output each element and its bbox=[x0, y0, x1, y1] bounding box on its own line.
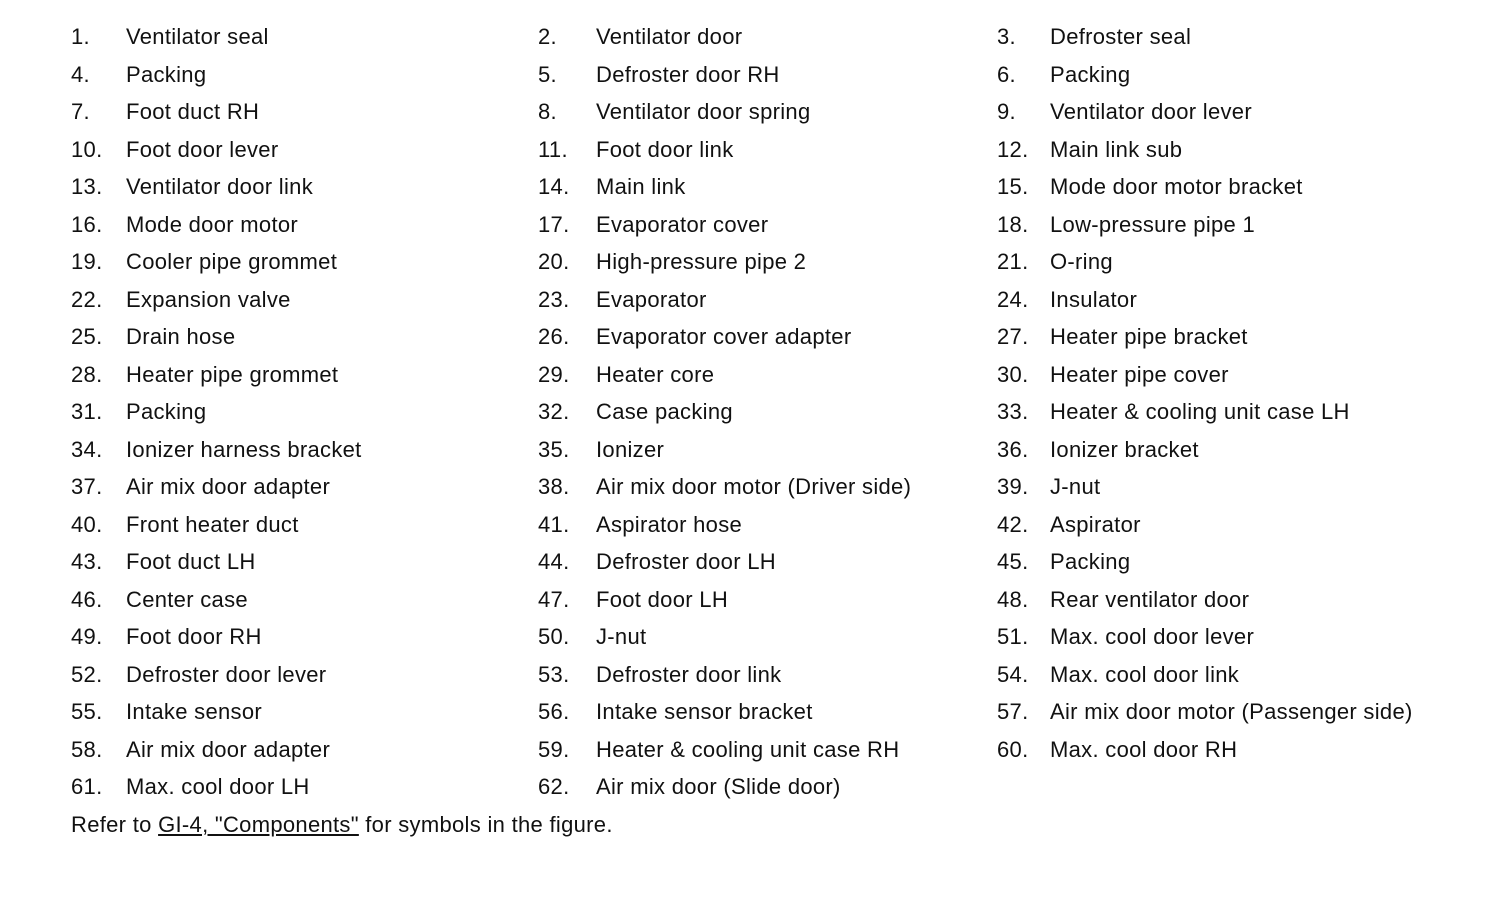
parts-row bbox=[0, 693, 1504, 731]
part-number: 21. bbox=[997, 249, 1029, 274]
parts-row bbox=[0, 506, 1504, 544]
part-name: Max. cool door link bbox=[1050, 661, 1240, 687]
part-number: 14. bbox=[538, 174, 570, 199]
part-name: Packing bbox=[126, 399, 207, 424]
parts-row bbox=[0, 431, 1504, 469]
parts-row bbox=[0, 393, 1504, 431]
part-number: 19. bbox=[71, 249, 103, 274]
part-number: 2. bbox=[538, 24, 557, 49]
parts-list bbox=[0, 18, 1504, 806]
part-name: Expansion valve bbox=[126, 286, 291, 312]
part-number: 23. bbox=[538, 286, 570, 312]
part-name: Rear ventilator door bbox=[1050, 586, 1250, 612]
part-name: Heater pipe cover bbox=[1050, 361, 1229, 387]
part-number: 37. bbox=[71, 474, 103, 499]
part-number: 46. bbox=[71, 586, 103, 612]
part-name: Ventilator door spring bbox=[596, 99, 811, 124]
part-number: 1. bbox=[71, 24, 90, 49]
part-number: 36. bbox=[997, 436, 1029, 462]
part-number: 48. bbox=[997, 586, 1029, 612]
part-number: 6. bbox=[997, 61, 1016, 87]
part-number: 29. bbox=[538, 361, 570, 387]
part-number: 18. bbox=[997, 211, 1029, 237]
part-name: J-nut bbox=[596, 624, 647, 649]
part-number: 10. bbox=[71, 136, 103, 162]
part-number: 42. bbox=[997, 511, 1029, 537]
part-name: Ventilator seal bbox=[126, 24, 269, 49]
part-name: Heater pipe grommet bbox=[126, 361, 339, 387]
part-number: 5. bbox=[538, 61, 557, 87]
components-link[interactable]: GI-4, "Components" bbox=[158, 812, 359, 837]
part-name: Air mix door adapter bbox=[126, 474, 331, 499]
part-name: Intake sensor bracket bbox=[596, 699, 813, 724]
part-number: 39. bbox=[997, 474, 1029, 499]
part-name: Heater pipe bracket bbox=[1050, 324, 1248, 349]
part-number: 35. bbox=[538, 436, 570, 462]
part-number: 4. bbox=[71, 61, 90, 87]
part-number: 45. bbox=[997, 549, 1029, 574]
part-number: 58. bbox=[71, 736, 103, 762]
part-name: Foot duct RH bbox=[126, 99, 260, 124]
part-number: 26. bbox=[538, 324, 570, 349]
part-number: 59. bbox=[538, 736, 570, 762]
part-number: 54. bbox=[997, 661, 1029, 687]
part-name: Mode door motor bbox=[126, 211, 299, 237]
part-name: Packing bbox=[1050, 61, 1131, 87]
part-name: Ventilator door bbox=[596, 24, 743, 49]
part-number: 60. bbox=[997, 736, 1029, 762]
part-number: 28. bbox=[71, 361, 103, 387]
part-name: Mode door motor bracket bbox=[1050, 174, 1303, 199]
part-number: 25. bbox=[71, 324, 103, 349]
part-name: Heater & cooling unit case LH bbox=[1050, 399, 1350, 424]
refer-note bbox=[71, 806, 613, 844]
part-number: 17. bbox=[538, 211, 570, 237]
parts-row bbox=[0, 131, 1504, 169]
part-name: Max. cool door lever bbox=[1050, 624, 1255, 649]
part-name: Evaporator cover bbox=[596, 211, 769, 237]
part-name: Max. cool door LH bbox=[126, 774, 310, 799]
part-name: Drain hose bbox=[126, 324, 236, 349]
part-name: Ventilator door link bbox=[126, 174, 313, 199]
part-number: 57. bbox=[997, 699, 1029, 724]
part-number: 12. bbox=[997, 136, 1029, 162]
part-name: Evaporator cover adapter bbox=[596, 324, 852, 349]
part-name: Air mix door adapter bbox=[126, 736, 331, 762]
part-name: Defroster door lever bbox=[126, 661, 327, 687]
parts-row bbox=[0, 768, 1504, 806]
refer-note-prefix: Refer to bbox=[71, 812, 159, 837]
refer-note-suffix: for symbols in the figure. bbox=[358, 812, 613, 837]
part-number: 41. bbox=[538, 511, 570, 537]
part-name: Foot duct LH bbox=[126, 549, 256, 574]
parts-row bbox=[0, 581, 1504, 619]
part-number: 27. bbox=[997, 324, 1029, 349]
part-number: 43. bbox=[71, 549, 103, 574]
part-name: Air mix door motor (Driver side) bbox=[596, 474, 912, 499]
part-name: Main link bbox=[596, 174, 686, 199]
part-name: Center case bbox=[126, 586, 248, 612]
part-number: 30. bbox=[997, 361, 1029, 387]
part-name: Ventilator door lever bbox=[1050, 99, 1252, 124]
part-number: 24. bbox=[997, 286, 1029, 312]
parts-row bbox=[0, 206, 1504, 244]
parts-row bbox=[0, 56, 1504, 94]
part-number: 33. bbox=[997, 399, 1029, 424]
part-name: Evaporator bbox=[596, 286, 707, 312]
part-number: 3. bbox=[997, 24, 1016, 49]
part-number: 55. bbox=[71, 699, 103, 724]
part-number: 22. bbox=[71, 286, 103, 312]
part-name: Foot door LH bbox=[596, 586, 729, 612]
part-name: Air mix door motor (Passenger side) bbox=[1050, 699, 1413, 724]
part-name: Max. cool door RH bbox=[1050, 736, 1238, 762]
part-name: Packing bbox=[1050, 549, 1131, 574]
part-number: 51. bbox=[997, 624, 1029, 649]
part-name: J-nut bbox=[1050, 474, 1101, 499]
parts-row bbox=[0, 18, 1504, 56]
part-number: 38. bbox=[538, 474, 570, 499]
part-number: 8. bbox=[538, 99, 557, 124]
part-name: Cooler pipe grommet bbox=[126, 249, 338, 274]
part-name: Main link sub bbox=[1050, 136, 1183, 162]
part-name: Defroster seal bbox=[1050, 24, 1192, 49]
part-name: Defroster door link bbox=[596, 661, 782, 687]
part-name: Foot door lever bbox=[126, 136, 279, 162]
part-name: Defroster door LH bbox=[596, 549, 776, 574]
part-number: 32. bbox=[538, 399, 570, 424]
part-number: 11. bbox=[538, 136, 568, 162]
part-number: 52. bbox=[71, 661, 103, 687]
part-number: 15. bbox=[997, 174, 1029, 199]
parts-row bbox=[0, 168, 1504, 206]
part-number: 13. bbox=[71, 174, 103, 199]
part-name: Ionizer bbox=[596, 436, 665, 462]
part-name: Heater & cooling unit case RH bbox=[596, 736, 900, 762]
part-name: Foot door RH bbox=[126, 624, 262, 649]
parts-row bbox=[0, 618, 1504, 656]
part-number: 49. bbox=[71, 624, 103, 649]
parts-row bbox=[0, 318, 1504, 356]
part-number: 9. bbox=[997, 99, 1016, 124]
part-number: 20. bbox=[538, 249, 570, 274]
part-name: Intake sensor bbox=[126, 699, 262, 724]
parts-row bbox=[0, 468, 1504, 506]
parts-row bbox=[0, 543, 1504, 581]
part-name: Air mix door (Slide door) bbox=[596, 774, 841, 799]
parts-row bbox=[0, 281, 1504, 319]
parts-row bbox=[0, 356, 1504, 394]
part-number: 56. bbox=[538, 699, 570, 724]
part-name: Ionizer bracket bbox=[1050, 436, 1199, 462]
parts-row bbox=[0, 656, 1504, 694]
part-name: Case packing bbox=[596, 399, 733, 424]
part-name: Foot door link bbox=[596, 136, 734, 162]
parts-row bbox=[0, 243, 1504, 281]
part-name: Aspirator bbox=[1050, 511, 1141, 537]
part-number: 61. bbox=[71, 774, 103, 799]
parts-row bbox=[0, 93, 1504, 131]
part-number: 40. bbox=[71, 511, 103, 537]
part-name: Ionizer harness bracket bbox=[126, 436, 362, 462]
part-number: 7. bbox=[71, 99, 90, 124]
part-name: Aspirator hose bbox=[596, 511, 743, 537]
part-number: 47. bbox=[538, 586, 570, 612]
part-number: 34. bbox=[71, 436, 103, 462]
part-name: Insulator bbox=[1050, 286, 1138, 312]
part-number: 53. bbox=[538, 661, 570, 687]
part-name: Low-pressure pipe 1 bbox=[1050, 211, 1256, 237]
part-name: Front heater duct bbox=[126, 511, 299, 537]
part-name: High-pressure pipe 2 bbox=[596, 249, 807, 274]
part-number: 16. bbox=[71, 211, 103, 237]
part-number: 62. bbox=[538, 774, 570, 799]
parts-row bbox=[0, 731, 1504, 769]
part-name: Defroster door RH bbox=[596, 61, 780, 87]
part-number: 31. bbox=[71, 399, 103, 424]
part-number: 44. bbox=[538, 549, 570, 574]
part-name: O-ring bbox=[1050, 249, 1113, 274]
part-name: Packing bbox=[126, 61, 207, 87]
part-name: Heater core bbox=[596, 361, 715, 387]
part-number: 50. bbox=[538, 624, 570, 649]
